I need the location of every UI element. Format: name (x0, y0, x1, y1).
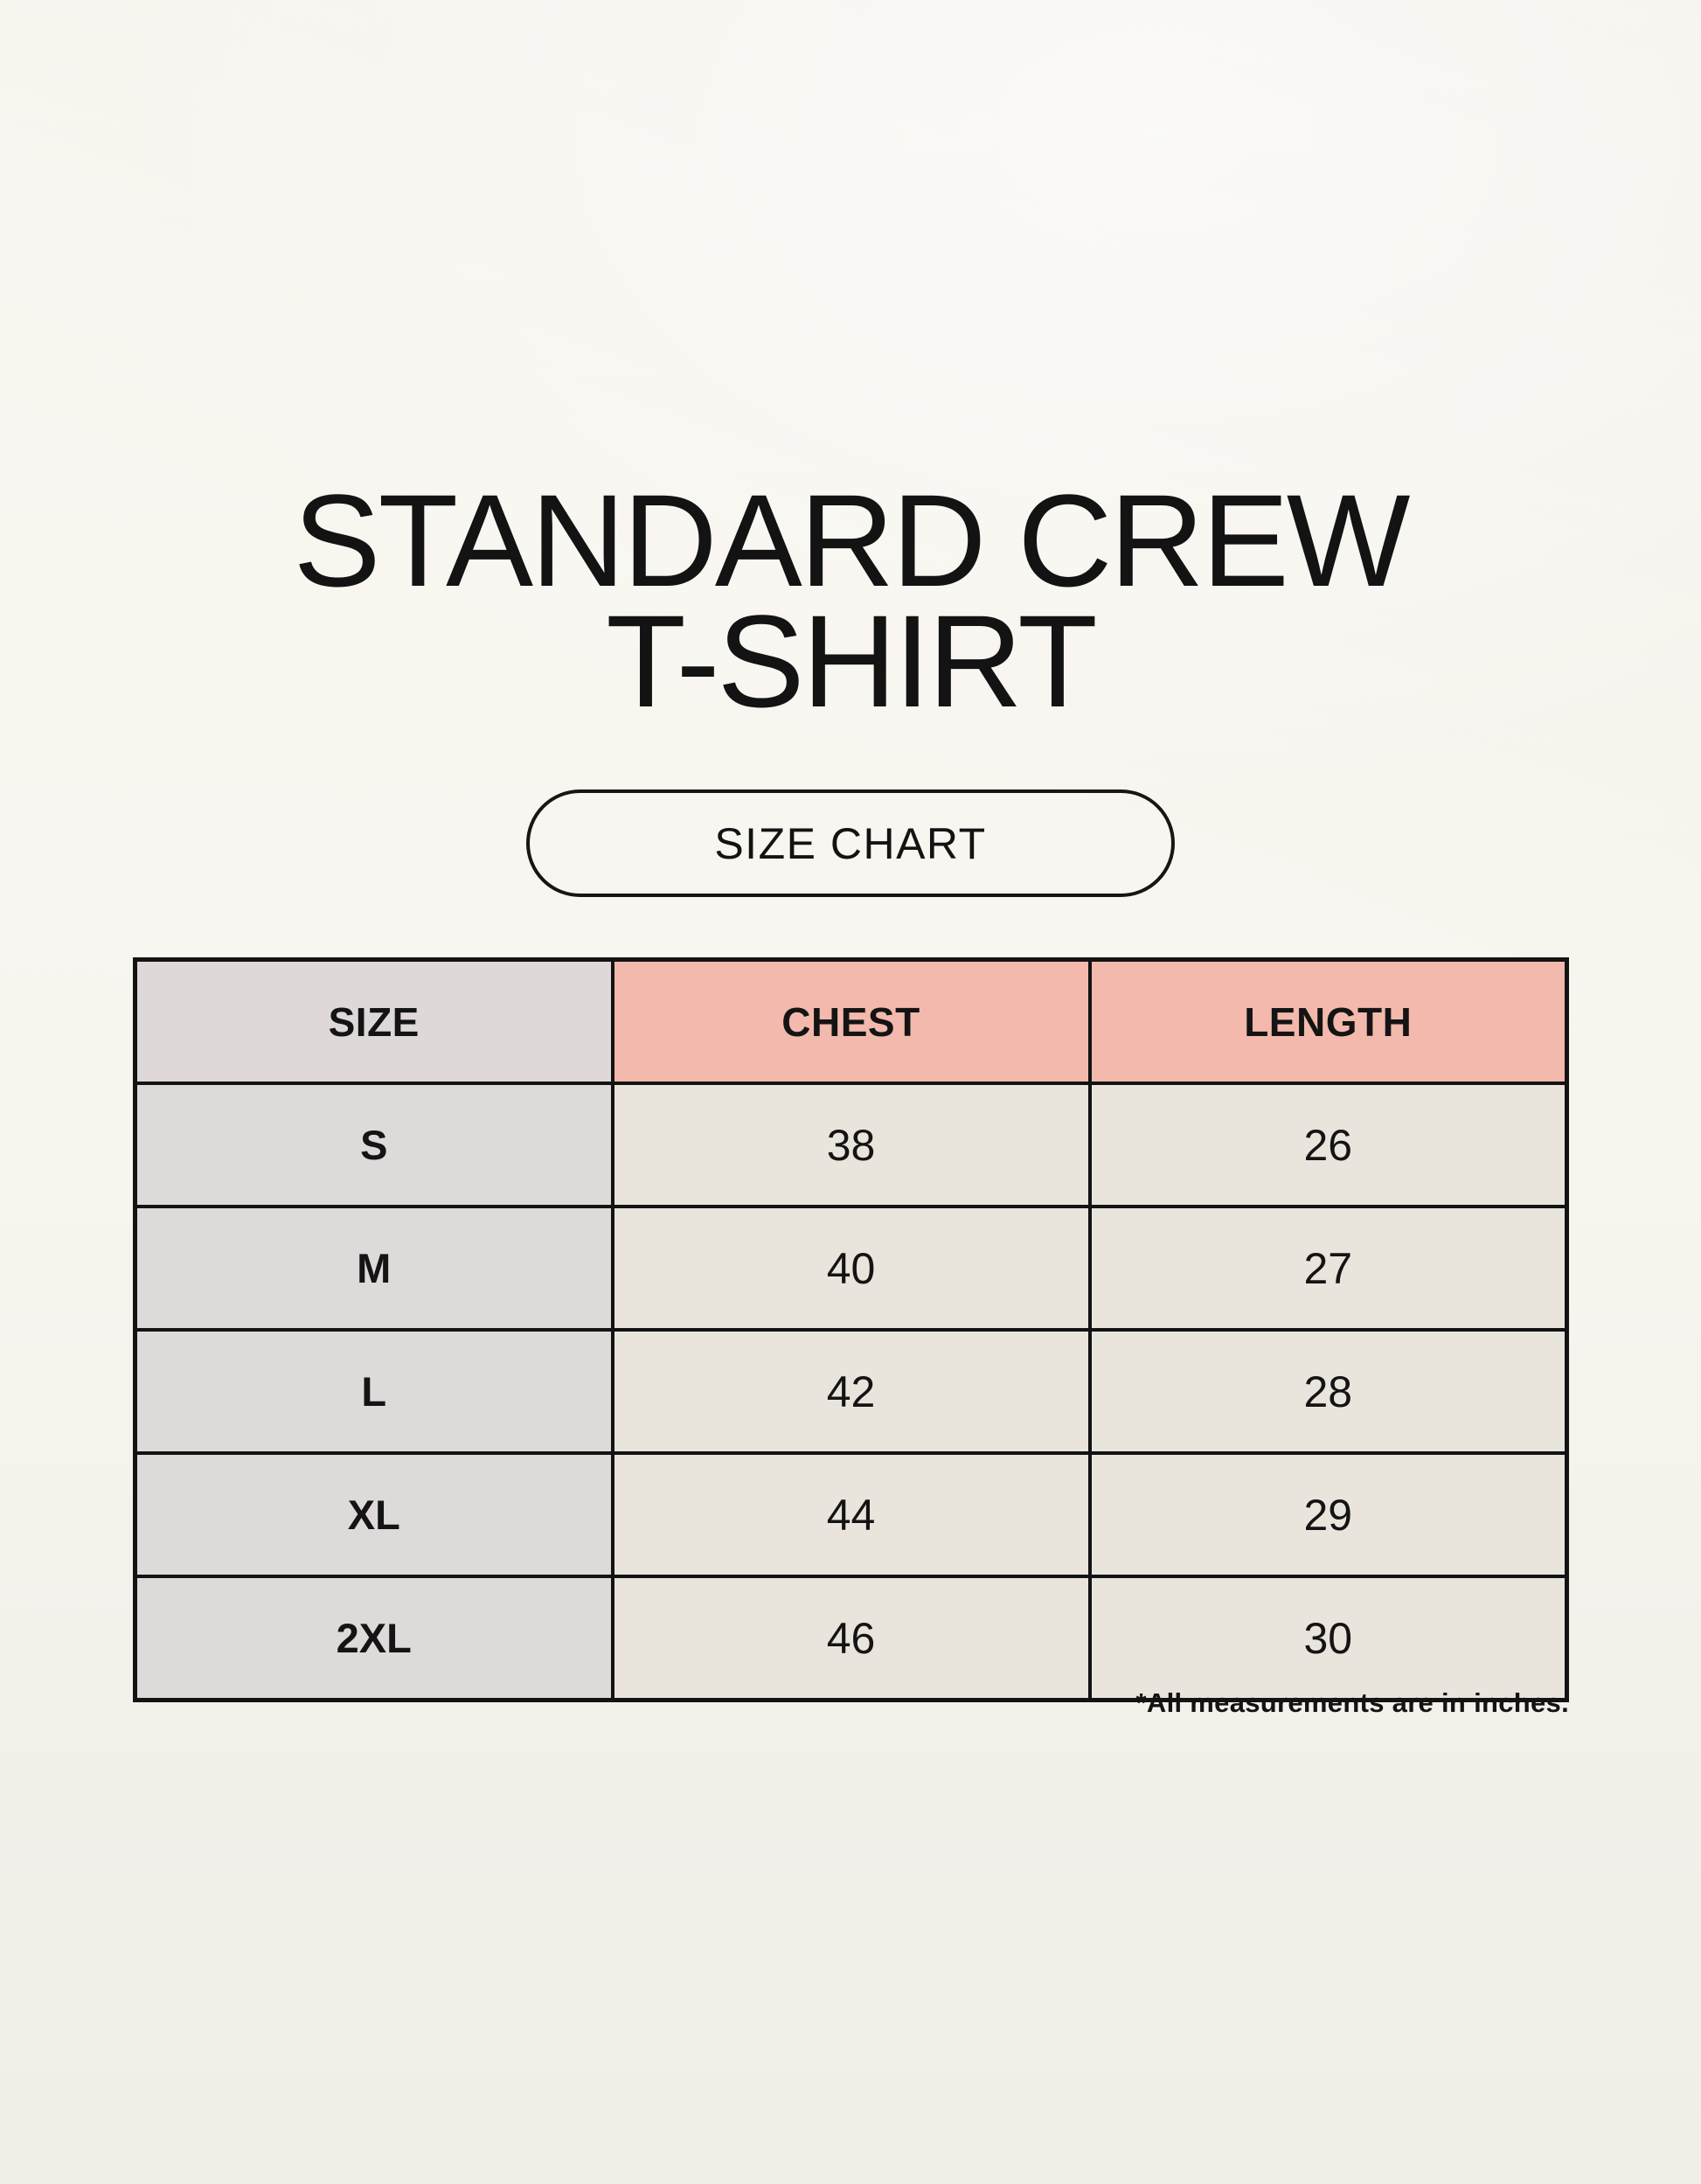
header-cell-chest: CHEST (613, 960, 1090, 1084)
table-row (135, 1083, 1567, 1207)
table-row (135, 1576, 1567, 1701)
chest-cell: 42 (613, 1330, 1090, 1453)
table-header-row (135, 960, 1567, 1084)
chest-cell: 46 (613, 1576, 1090, 1701)
length-cell: 27 (1090, 1207, 1567, 1330)
length-cell: 29 (1090, 1453, 1567, 1576)
measurements-footnote: *All measurements are in inches. (1135, 1687, 1569, 1718)
header-cell-size: SIZE (135, 960, 613, 1084)
length-cell: 28 (1090, 1330, 1567, 1453)
size-cell: XL (135, 1453, 613, 1576)
header-cell-length: LENGTH (1090, 960, 1567, 1084)
chest-cell: 40 (613, 1207, 1090, 1330)
size-chart-table (133, 957, 1569, 1702)
chest-cell: 38 (613, 1083, 1090, 1207)
chest-cell: 44 (613, 1453, 1090, 1576)
length-cell: 30 (1090, 1576, 1567, 1701)
size-cell: 2XL (135, 1576, 613, 1701)
page-title-line-2: T-SHIRT (606, 588, 1095, 734)
table-row (135, 1330, 1567, 1453)
length-cell: 26 (1090, 1083, 1567, 1207)
table-row (135, 1453, 1567, 1576)
table-row (135, 1207, 1567, 1330)
size-cell: M (135, 1207, 613, 1330)
size-cell: L (135, 1330, 613, 1453)
page-title (0, 467, 1701, 734)
size-cell: S (135, 1083, 613, 1207)
page-title-line-1: STANDARD CREW (293, 467, 1408, 614)
size-chart-button[interactable] (526, 789, 1175, 897)
size-chart-button-label: SIZE CHART (714, 818, 987, 868)
